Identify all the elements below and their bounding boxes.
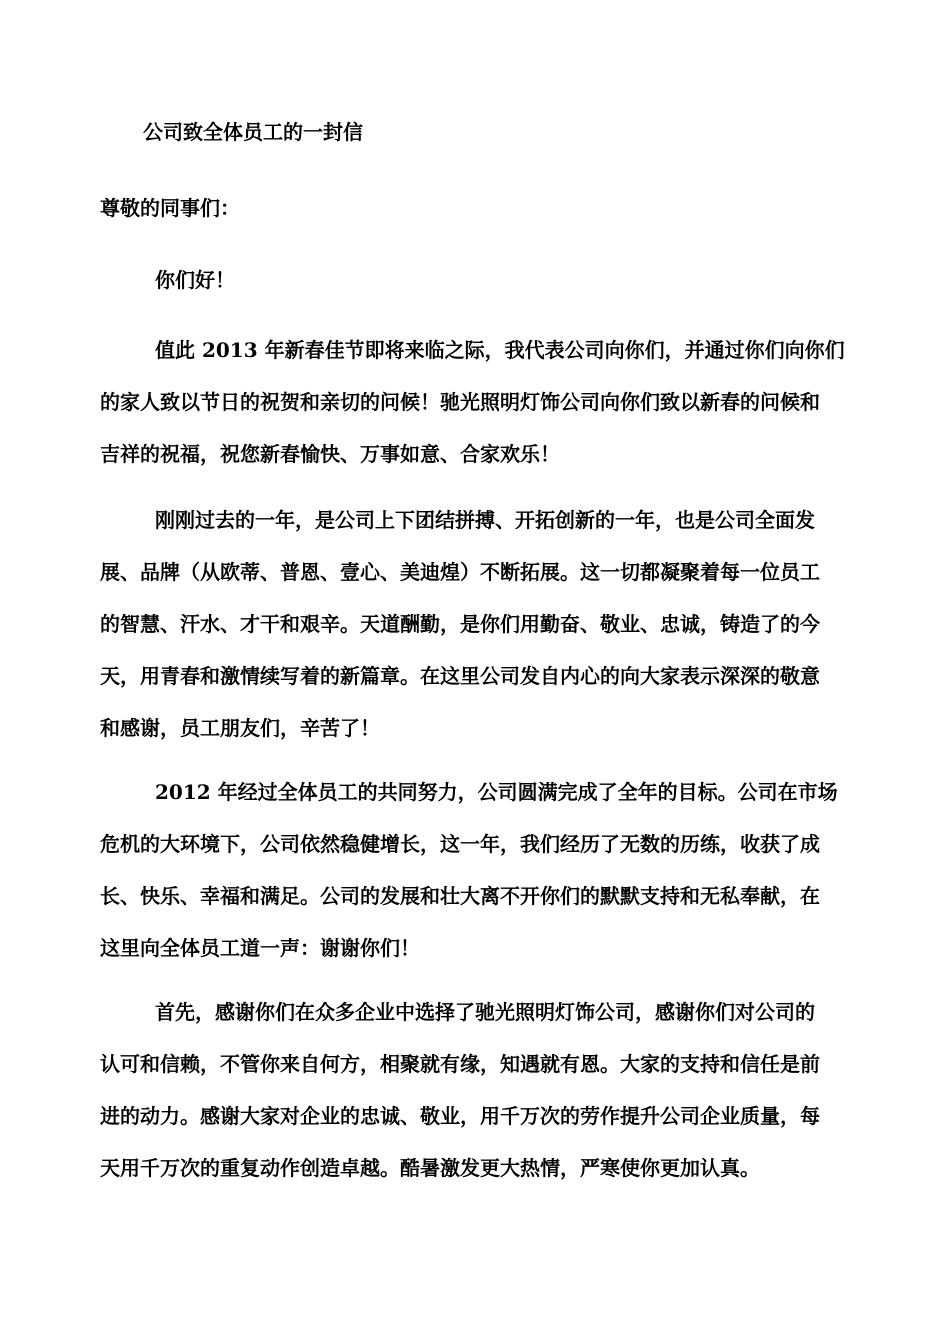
paragraph-line: 天，用青春和激情续写着的新篇章。在这里公司发自内心的向大家表示深深的敬意 [100, 664, 820, 688]
paragraph-line: 危机的大环境下，公司依然稳健增长，这一年，我们经历了无数的历练，收获了成 [100, 832, 820, 856]
paragraph-line: 的智慧、汗水、才干和艰辛。天道酬勤，是你们用勤奋、敬业、忠诚，铸造了的今 [100, 612, 820, 636]
paragraph-4 [100, 986, 850, 1194]
paragraph-line: 和感谢，员工朋友们，辛苦了！ [100, 716, 380, 740]
paragraph-line: 认可和信赖，不管你来自何方，相聚就有缘，知遇就有恩。大家的支持和信任是前 [100, 1052, 820, 1076]
paragraph-line: 天用千万次的重复动作创造卓越。酷暑激发更大热情，严寒使你更加认真。 [100, 1156, 760, 1180]
paragraph-line: 展、品牌（从欧蒂、普恩、壹心、美迪煌）不断拓展。这一切都凝聚着每一位员工 [100, 560, 820, 584]
letter-greeting: 你们好！ [155, 268, 235, 292]
letter-title: 公司致全体员工的一封信 [143, 120, 363, 144]
paragraph-line: 值此 2013 年新春佳节即将来临之际，我代表公司向你们，并通过你们向你们 [155, 338, 845, 362]
paragraph-line: 这里向全体员工道一声：谢谢你们！ [100, 936, 420, 960]
paragraph-line: 刚刚过去的一年，是公司上下团结拼搏、开拓创新的一年，也是公司全面发 [155, 508, 815, 532]
paragraph-line: 进的动力。感谢大家对企业的忠诚、敬业，用千万次的劳作提升公司企业质量，每 [100, 1104, 820, 1128]
paragraph-1 [100, 324, 850, 480]
letter-salutation: 尊敬的同事们： [100, 196, 240, 220]
paragraph-line: 首先，感谢你们在众多企业中选择了驰光照明灯饰公司，感谢你们对公司的 [155, 1000, 815, 1024]
paragraph-line: 的家人致以节日的祝贺和亲切的问候！驰光照明灯饰公司向你们致以新春的问候和 [100, 390, 820, 414]
paragraph-line: 吉祥的祝福，祝您新春愉快、万事如意、合家欢乐！ [100, 442, 560, 466]
paragraph-line: 2012 年经过全体员工的共同努力，公司圆满完成了全年的目标。公司在市场 [155, 780, 838, 804]
paragraph-line: 长、快乐、幸福和满足。公司的发展和壮大离不开你们的默默支持和无私奉献，在 [100, 884, 820, 908]
paragraph-3 [100, 766, 850, 974]
paragraph-2 [100, 494, 850, 754]
